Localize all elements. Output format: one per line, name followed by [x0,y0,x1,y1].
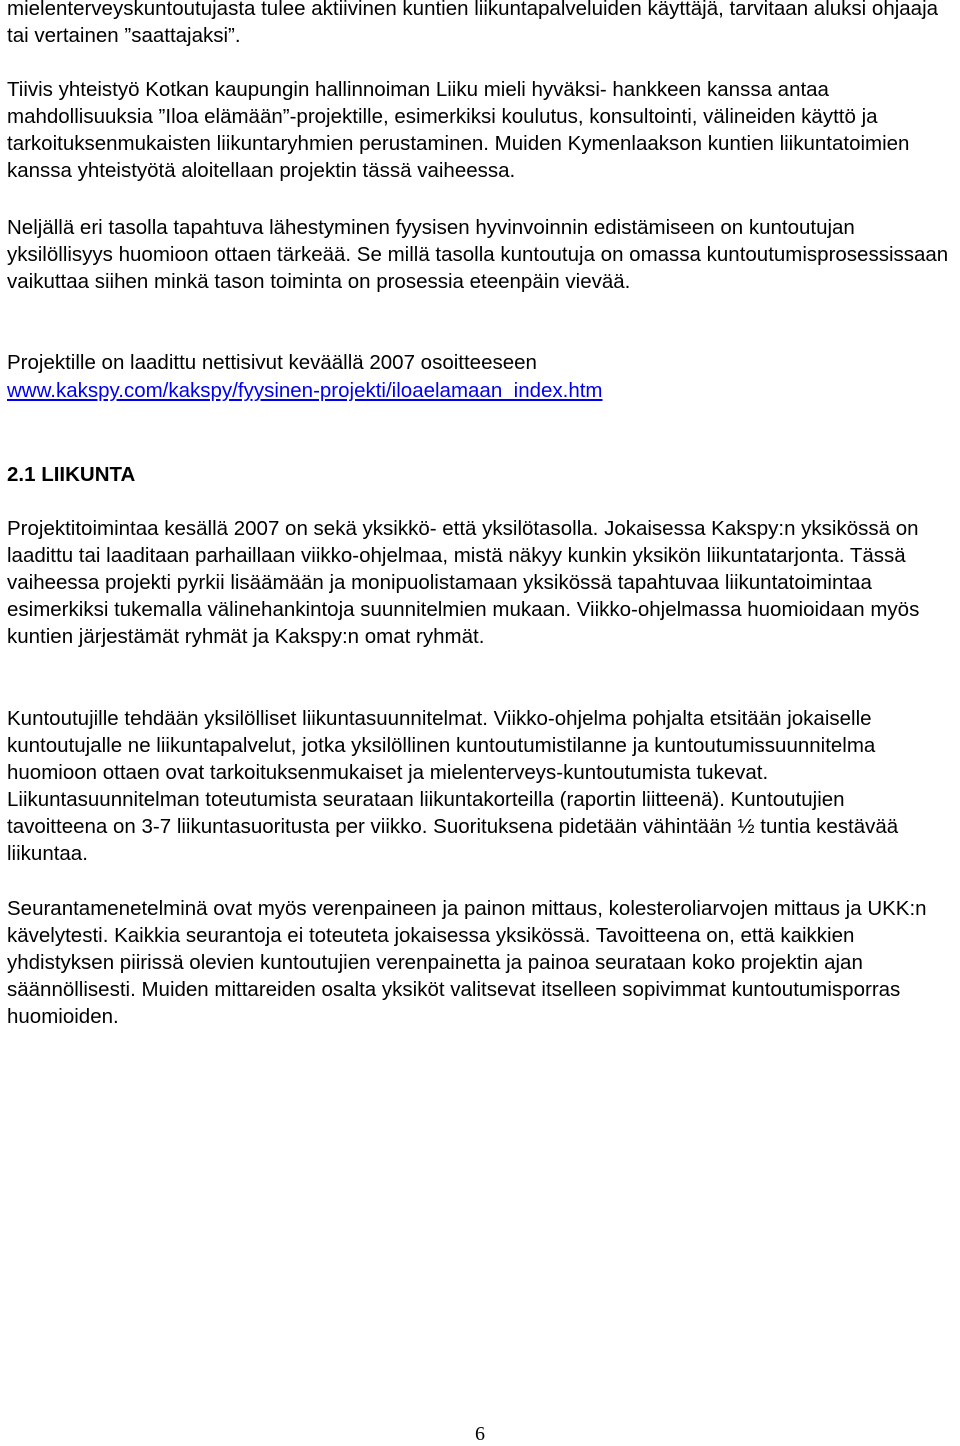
section-heading: 2.1 LIIKUNTA [7,463,136,486]
paragraph-cooperation: Tiivis yhteistyö Kotkan kaupungin hallinnoiman Liiku mieli hyväksi- hankkeen kanssa antaa mahdollisuuksia ”Iloa elämään”-projektille, esimerkiksi koulutus, konsultointi, välineiden käyttö ja tarkoituksenmukaisten liikuntaryhmien perustaminen. Muiden Kymenlaakson kuntien liikuntatoimien kanssa yhteistyötä aloitellaan projektin tässä vaiheessa. [7,78,910,182]
paragraph-intro-continuation: mielenterveyskuntoutujasta tulee aktiivinen kuntien liikuntapalveluiden käyttäjä, tarvitaan aluksi ohjaaja tai vertainen ”saattajaksi”. [7,0,939,47]
paragraph-four-levels: Neljällä eri tasolla tapahtuva lähestyminen fyysisen hyvinvoinnin edistämiseen on kuntoutujan yksilöllisyys huomioon ottaen tärkeää. Se millä tasolla kuntoutuja on omassa kuntoutumisprosessissaan vaikuttaa siihen minkä tason toiminta on prosessia eteenpäin vievää. [7,216,949,293]
paragraph-summer-activity: Projektitoimintaa kesällä 2007 on sekä yksikkö- että yksilötasolla. Jokaisessa Kakspy:n yksikössä on laadittu tai laaditaan parhaillaan viikko-ohjelmaa, mistä näkyy kunkin yksikön liikuntatarjonta. Tässä vaiheessa projekti pyrkii lisäämään ja monipuolistamaan yksikössä tapahtuvaa liikuntatoimintaa esimerkiksi tukemalla välinehankintoja suunnitelmien mukaan. Viikko-ohjelmassa huomioidaan myös kuntien järjestämät ryhmät ja Kakspy:n omat ryhmät. [7,517,920,648]
paragraph-website: Projektille on laadittu nettisivut keväällä 2007 osoitteeseen [7,351,537,374]
paragraph-individual-plans: Kuntoutujille tehdään yksilölliset liikuntasuunnitelmat. Viikko-ohjelma pohjalta etsitään jokaiselle kuntoutujalle ne liikuntapalvelut, jotka yksilöllinen kuntoutumistilanne ja kuntoutumissuunnitelma huomioon ottaen ovat tarkoituksenmukaiset ja mielenterveys-kuntoutumista tukevat. Liikuntasuunnitelman toteutumista seurataan liikuntakorteilla (raportin liitteenä). Kuntoutujien tavoitteena on 3-7 liikuntasuoritusta per viikko. Suorituksena pidetään vähintään ½ tuntia kestävää liikuntaa. [7,707,899,865]
page-number: 6 [475,1423,485,1445]
paragraph-monitoring: Seurantamenetelminä ovat myös verenpaineen ja painon mittaus, kolesteroliarvojen mittaus ja UKK:n kävelytesti. Kaikkia seurantoja ei toteuteta jokaisessa yksikössä. Tavoitteena on, että kaikkien yhdistyksen piirissä olevien kuntoutujien verenpainetta ja painoa seurataan koko projektin ajan säännöllisesti. Muiden mittareiden osalta yksiköt valitsevat itselleen sopivimmat kuntoutumisporras huomioiden. [7,897,927,1028]
website-link[interactable]: www.kakspy.com/kakspy/fyysinen-projekti/iloaelamaan_index.htm [7,379,603,402]
